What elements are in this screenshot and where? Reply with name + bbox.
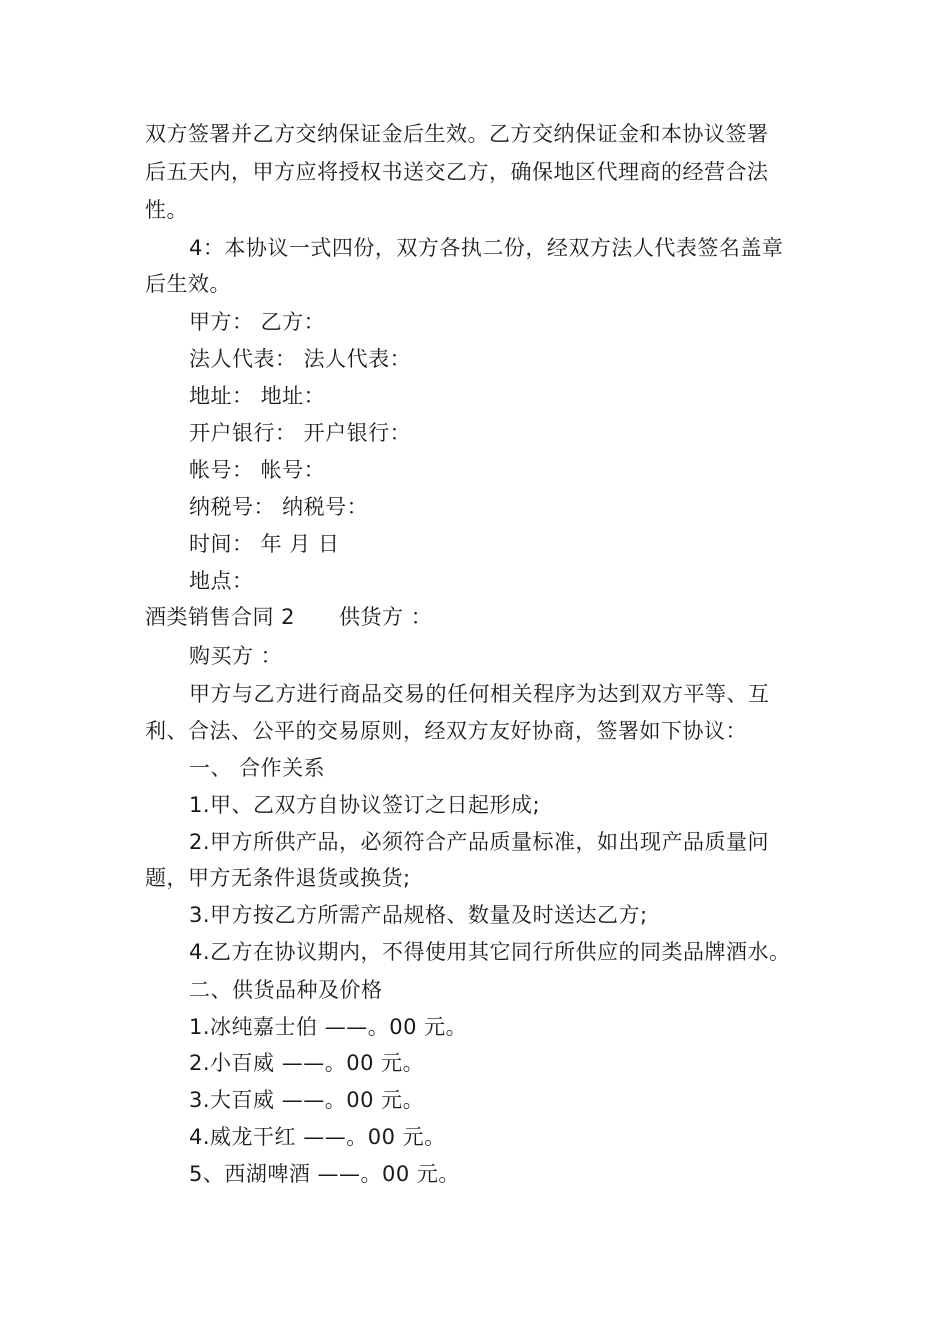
paragraph-line: 双方签署并乙方交纳保证金后生效。乙方交纳保证金和本协议签署 (145, 122, 769, 146)
intro-line: 甲方与乙方进行商品交易的任何相关程序为达到双方平等、互 (189, 682, 770, 706)
price-item: 4.威龙干红 ——。00 元。 (189, 1125, 446, 1149)
signature-line-address: 地址： 地址： (189, 384, 326, 408)
signature-line-legal-rep: 法人代表： 法人代表： (189, 347, 412, 371)
contract-title-line (145, 605, 432, 629)
intro-line: 利、合法、公平的交易原则，经双方友好协商，签署如下协议： (145, 719, 747, 743)
signature-line-tax-id: 纳税号： 纳税号： (189, 495, 369, 519)
section-heading: 二、供货品种及价格 (189, 978, 383, 1002)
list-item: 1.甲、乙双方自协议签订之日起形成; (189, 793, 541, 817)
paragraph-line: 4：本协议一式四份，双方各执二份，经双方法人代表签名盖章 (189, 236, 784, 260)
signature-line-date: 时间： 年 月 日 (189, 532, 340, 556)
paragraph-line: 后五天内，甲方应将授权书送交乙方，确保地区代理商的经营合法 (145, 160, 769, 184)
signature-line-place: 地点： (189, 569, 254, 593)
list-item: 2.甲方所供产品，必须符合产品质量标准，如出现产品质量问 (189, 830, 770, 854)
paragraph-line: 性。 (145, 198, 188, 222)
price-item: 3.大百威 ——。00 元。 (189, 1088, 425, 1112)
signature-line-party: 甲方： 乙方： (189, 310, 326, 334)
paragraph-line: 后生效。 (145, 272, 231, 296)
supplier-label: 供货方 ： (339, 605, 433, 629)
buyer-label: 购买方 ： (189, 644, 283, 668)
signature-line-bank: 开户银行： 开户银行： (189, 421, 412, 445)
list-item: 3.甲方按乙方所需产品规格、数量及时送达乙方; (189, 903, 648, 927)
list-item: 4.乙方在协议期内，不得使用其它同行所供应的同类品牌酒水。 (189, 940, 791, 964)
price-item: 5、西湖啤酒 ——。00 元。 (189, 1162, 460, 1186)
price-item: 1.冰纯嘉士伯 ——。00 元。 (189, 1015, 468, 1039)
signature-line-account: 帐号： 帐号： (189, 458, 326, 482)
price-item: 2.小百威 ——。00 元。 (189, 1051, 425, 1075)
contract-title: 酒类销售合同 2 (145, 605, 296, 629)
list-item-continuation: 题，甲方无条件退货或换货; (145, 866, 411, 890)
section-heading: 一、 合作关系 (189, 756, 326, 780)
